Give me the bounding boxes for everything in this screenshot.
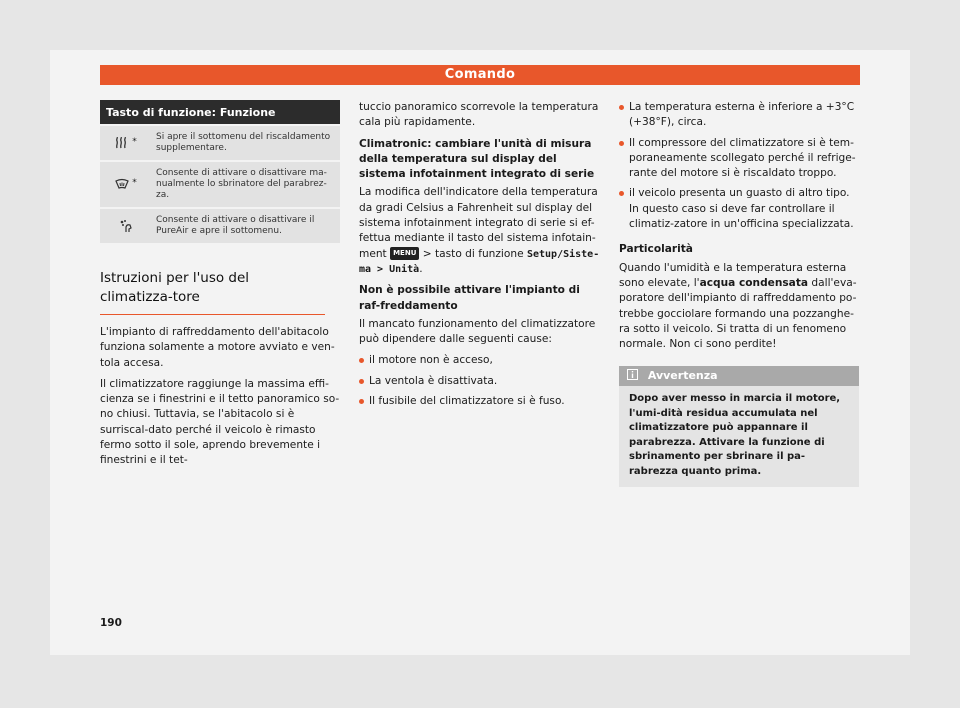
warning-text: Dopo aver messo in marcia il motore, l'umi-dità residua accumulata nel climatizzatore può appannare il parabrezza. Attivare la funzione di sbrinamento per sbrinare il pa-rabrezza quanto prima.	[629, 393, 841, 477]
menu-path: Setup/Siste-ma > Unità	[359, 248, 600, 275]
paragraph: tuccio panoramico scorrevole la temperatura cala più rapidamente.	[359, 101, 599, 129]
list-item: La temperatura esterna è inferiore a +3°C (+38°F), circa.	[619, 100, 859, 131]
list-item: Il compressore del climatizzatore si è tem-poraneamente scollegato perché il refrige-rante del motore si è riscaldato troppo.	[619, 136, 859, 182]
asterisk: *	[132, 136, 137, 147]
warning-header	[619, 366, 859, 386]
subheading: Climatronic: cambiare l'unità di misura della temperatura sul display del sistema infotainment integrato di serie	[359, 137, 595, 181]
table-cell-text: Si apre il sottomenu del riscaldamento supplementare.	[152, 125, 340, 161]
warning-box	[619, 366, 859, 487]
page-number: 190	[100, 617, 122, 629]
column-3	[619, 100, 859, 487]
function-table	[100, 100, 340, 243]
paragraph: L'impianto di raffreddamento dell'abitacolo funziona solamente a motore avviato e ven-tola accesa.	[100, 326, 335, 369]
paragraph: La modifica dell'indicatore della temperatura da gradi Celsius a Fahrenheit sul display del sistema infotainment integrato di serie si ef-fettua mediante il tasto del sistema infotain-ment MENU > tasto di funzione Setup/Siste-ma > Unità.	[359, 186, 600, 275]
list-item: il veicolo presenta un guasto di altro tipo. In questo caso si deve far controllare il climatiz-zatore in un'officina specializzata.	[619, 186, 859, 232]
table-row	[100, 125, 340, 161]
table-row	[100, 208, 340, 243]
info-icon	[627, 369, 642, 382]
list-item: Il fusibile del climatizzatore si è fuso.	[359, 394, 602, 409]
paragraph: Quando l'umidità e la temperatura esterna sono elevate, l'acqua condensata dall'eva-poratore dell'impianto di raffreddamento po-trebbe gocciolare formando una pozzanghe-ra sotto il veicolo. Si tratta di un fenomeno normale. Non ci sono perdite!	[619, 261, 857, 351]
warning-title: Avvertenza	[647, 369, 718, 383]
paragraph: Il climatizzatore raggiunge la massima effi-cienza se i finestrini e il tetto panoramico so-no chiusi. Tuttavia, se l'abitacolo si è surriscal-dato perché il veicolo è rimasto fermo sotto il sole, aprendo brevemente i finestrini e il tet-	[100, 377, 340, 467]
list-item: il motore non è acceso,	[359, 353, 602, 368]
table-cell-text: Consente di attivare o disattivare il PureAir e apre il sottomenu.	[152, 208, 340, 243]
table-cell-text: Consente di attivare o disattivare ma-nualmente lo sbrinatore del parabrez-za.	[152, 161, 340, 208]
table-header: Tasto di funzione: Funzione	[100, 100, 340, 125]
windscreen-defrost-icon	[115, 180, 132, 190]
table-row	[100, 161, 340, 208]
column-1	[100, 100, 340, 475]
paragraph: Il mancato funzionamento del climatizzatore può dipendere dalle seguenti cause:	[359, 317, 596, 346]
list-item: La ventola è disattivata.	[359, 374, 602, 389]
column-2	[359, 100, 602, 414]
section-header: Comando	[100, 65, 860, 85]
seat-heater-auxiliary-icon	[115, 138, 132, 148]
asterisk: *	[132, 178, 137, 189]
section-title: Istruzioni per l'uso del climatizza-tore	[100, 269, 325, 315]
subheading: Particolarità	[619, 243, 693, 256]
pureair-icon	[119, 222, 133, 232]
menu-key-icon: MENU	[390, 247, 419, 260]
subheading: Non è possibile attivare l'impianto di raf-freddamento	[359, 284, 580, 312]
